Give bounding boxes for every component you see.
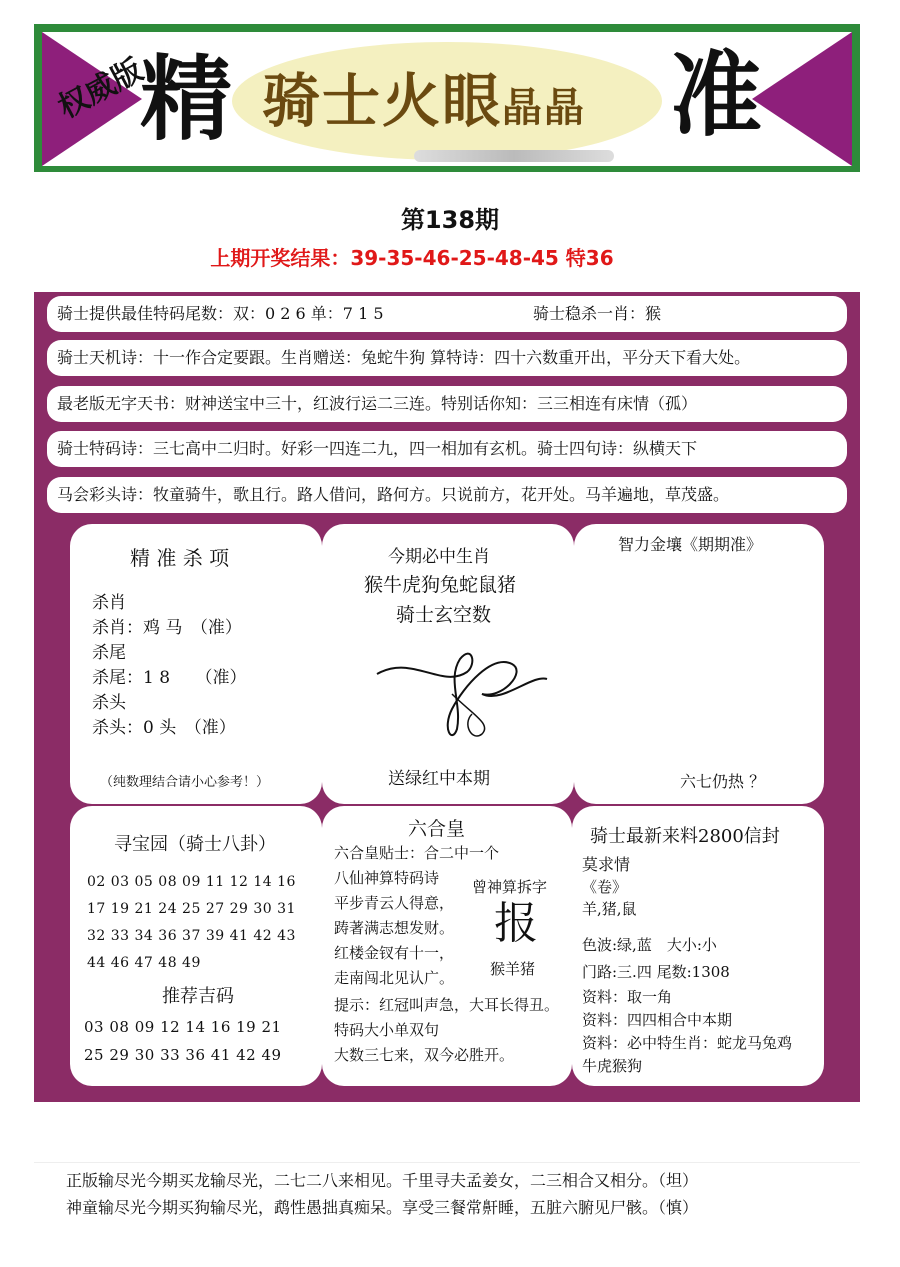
footer-divider xyxy=(34,1162,860,1163)
info-row-left: 马会彩头诗：牧童骑牛，歌且行。路人借问，路何方。只说前方，花开处。马羊遍地，草茂盛。 xyxy=(57,485,730,504)
treasure-numbers: 02 03 05 08 09 11 12 14 16 xyxy=(87,874,296,890)
letter-box xyxy=(572,806,824,1086)
liuhe-line: 走南闯北见认广。 xyxy=(334,969,455,987)
letter-line: 资料：四四相合中本期 xyxy=(582,1011,733,1029)
recommend-title: 推荐吉码 xyxy=(162,986,234,1007)
footer-line: 正版输尽光今期买龙输尽光，二七二八来相见。千里寻夫孟姜女，二三相合又相分。（坦） xyxy=(66,1171,699,1190)
chaizi-char: 报 xyxy=(494,898,538,949)
liuhe-title: 六合皇 xyxy=(408,818,466,840)
info-row xyxy=(47,431,847,467)
kill-line: 杀尾：1 8 （准） xyxy=(92,668,247,688)
kill-box-note: （纯数理结合请小心参考！） xyxy=(100,775,270,790)
liuhe-box xyxy=(322,806,572,1086)
treasure-numbers: 44 46 47 48 49 xyxy=(87,955,201,971)
kill-line: 杀肖 xyxy=(92,593,126,613)
letter-line: 莫求情 xyxy=(582,855,631,874)
info-row xyxy=(47,477,847,513)
info-row-left: 最老版无字天书：财神送宝中三十，红波行运二三连。特别话你知：三三相连有床情（孤） xyxy=(57,394,698,413)
recommend-numbers: 25 29 30 33 36 41 42 49 xyxy=(84,1046,282,1064)
brand-small: 晶晶 xyxy=(502,85,587,131)
kill-line: 杀肖：鸡 马 （准） xyxy=(92,618,242,638)
letter-line: 羊,猪,鼠 xyxy=(582,900,637,918)
right-title-char: 准 xyxy=(670,42,763,149)
letter-line: 色波:绿,蓝 大小:小 xyxy=(582,936,717,954)
zodiac-subtitle: 骑士玄空数 xyxy=(396,604,492,626)
header-banner xyxy=(42,32,852,166)
authority-badge: 权威版 xyxy=(52,52,149,126)
treasure-box xyxy=(70,806,322,1086)
kill-line: 杀尾 xyxy=(92,643,126,663)
chaizi-animals: 猴羊猪 xyxy=(490,960,536,978)
letter-line: 资料：取一角 xyxy=(582,988,673,1006)
letter-line: 牛虎猴狗 xyxy=(582,1057,643,1075)
liuhe-line: 平步青云人得意， xyxy=(334,894,455,912)
letter-line: 门路:三.四 尾数:1308 xyxy=(582,963,730,981)
info-row-right: 骑士稳杀一肖：猴 xyxy=(533,304,662,323)
treasure-numbers: 17 19 21 24 25 27 29 30 31 xyxy=(87,901,296,917)
kill-line: 杀头 xyxy=(92,693,126,713)
liuhe-line: 六合皇贴士：合二中一个 xyxy=(334,844,500,862)
recommend-numbers: 03 08 09 12 14 16 19 21 xyxy=(84,1018,282,1036)
info-row xyxy=(47,386,847,422)
zodiac-animals: 猴牛虎狗兔蛇鼠猪 xyxy=(364,574,517,596)
zodiac-title: 今期必中生肖 xyxy=(388,547,490,567)
brand-main: 骑士火眼 xyxy=(262,67,503,135)
letter-line: 《卷》 xyxy=(582,878,628,896)
liuhe-line: 大数三七来，双今必胜开。 xyxy=(334,1046,515,1064)
liuhe-line: 踌著满志想发财。 xyxy=(334,919,455,937)
footer-line: 神童输尽光今期买狗输尽光，鹉性愚拙真痴呆。享受三餐常鼾睡，五脏六腑见尸骸。（慎） xyxy=(66,1198,699,1217)
info-row-left: 骑士提供最佳特码尾数：双：0 2 6 单：7 1 5 xyxy=(57,304,384,323)
liuhe-line: 红楼金钗有十一， xyxy=(334,944,455,962)
chaizi-title: 曾神算拆字 xyxy=(472,878,548,896)
smart-title: 智力金壤《期期准》 xyxy=(618,535,763,554)
treasure-title: 寻宝园（骑士八卦） xyxy=(114,834,276,855)
info-row-left: 骑士特码诗：三七高中二归时。好彩一四连二九，四一相加有玄机。骑士四句诗：纵横天下 xyxy=(57,439,698,458)
issue-number: 第138期 xyxy=(400,206,500,234)
liuhe-line: 提示：红冠叫声急，大耳长得丑。 xyxy=(334,996,560,1014)
letter-title: 骑士最新来料2800信封 xyxy=(590,826,780,847)
info-row-left: 骑士天机诗：十一作合定要跟。生肖赠送：兔蛇牛狗 算特诗：四十六数重开出，平分天下看大处。 xyxy=(57,348,751,367)
smart-box xyxy=(574,524,824,804)
handwritten-signature xyxy=(372,634,552,744)
kill-line: 杀头：0 头 （准） xyxy=(92,718,236,738)
brand-title xyxy=(262,67,587,135)
liuhe-line: 八仙神算特码诗 xyxy=(334,869,440,887)
liuhe-line: 特码大小单双句 xyxy=(334,1021,440,1039)
blurred-watermark xyxy=(414,150,614,162)
last-result: 上期开奖结果：39-35-46-25-48-45 特36 xyxy=(210,246,614,270)
zodiac-bottom: 送绿红中本期 xyxy=(388,769,490,789)
kill-box-title: 精 准 杀 项 xyxy=(130,546,230,570)
kill-box xyxy=(70,524,322,804)
treasure-numbers: 32 33 34 36 37 39 41 42 43 xyxy=(87,928,296,944)
left-title-char: 精 xyxy=(140,46,233,153)
smart-bottom: 六七仍热 ？ xyxy=(680,772,766,791)
letter-line: 资料：必中特生肖：蛇龙马兔鸡 xyxy=(582,1034,793,1052)
right-triangle-decoration xyxy=(752,32,852,166)
info-row xyxy=(47,340,847,376)
info-row xyxy=(47,296,847,332)
zodiac-box xyxy=(322,524,574,804)
